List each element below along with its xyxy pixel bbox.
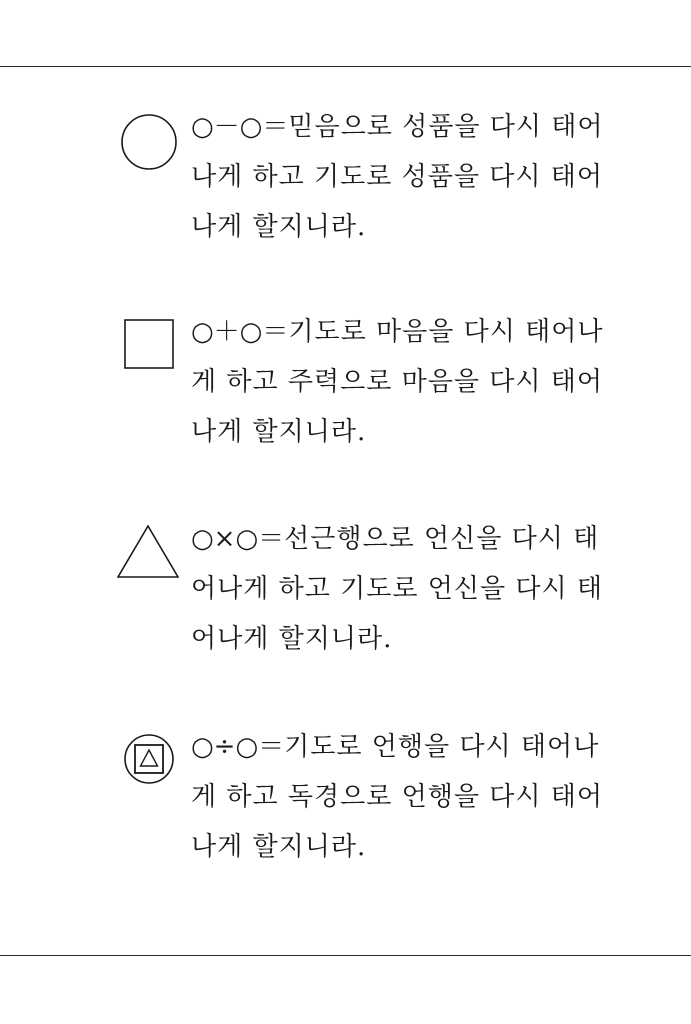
entry-line: 게 하고 주력으로 마음을 다시 태어 [191, 367, 603, 397]
line-text: 믿음으로 성품을 다시 태어 [288, 112, 604, 142]
formula: ○＋○＝ [191, 317, 289, 347]
entry-text [191, 732, 611, 882]
triangle-icon [117, 525, 179, 579]
entry-line: 나게 할지니라. [191, 417, 367, 447]
circle-square-triangle-icon [123, 733, 175, 785]
entry-text [191, 524, 611, 674]
entry-text [191, 112, 611, 262]
bottom-rule [0, 955, 691, 956]
line-text: 기도로 언행을 다시 태어나 [284, 732, 600, 762]
entry-line: 나게 할지니라. [191, 212, 367, 242]
entry-line: 게 하고 독경으로 언행을 다시 태어 [191, 782, 603, 812]
entry-line: 나게 하고 기도로 성품을 다시 태어 [191, 162, 603, 192]
entry-line [191, 524, 611, 574]
entry-line: 어나게 할지니라. [191, 624, 393, 654]
top-rule [0, 66, 691, 67]
circle-icon [120, 113, 178, 171]
entry-line [191, 732, 611, 782]
entry-line: 어나게 하고 기도로 언신을 다시 태 [191, 574, 603, 604]
entry-text [191, 317, 611, 467]
line-text: 기도로 마음을 다시 태어나 [288, 317, 604, 347]
square-icon [124, 319, 174, 369]
formula: ○×○＝ [191, 524, 285, 554]
line-text: 선근행으로 언신을 다시 태 [284, 524, 600, 554]
entry-line [191, 317, 611, 367]
entry-line: 나게 할지니라. [191, 832, 367, 862]
entry-line [191, 112, 611, 162]
formula: ○－○＝ [191, 112, 289, 142]
formula: ○÷○＝ [191, 732, 285, 762]
